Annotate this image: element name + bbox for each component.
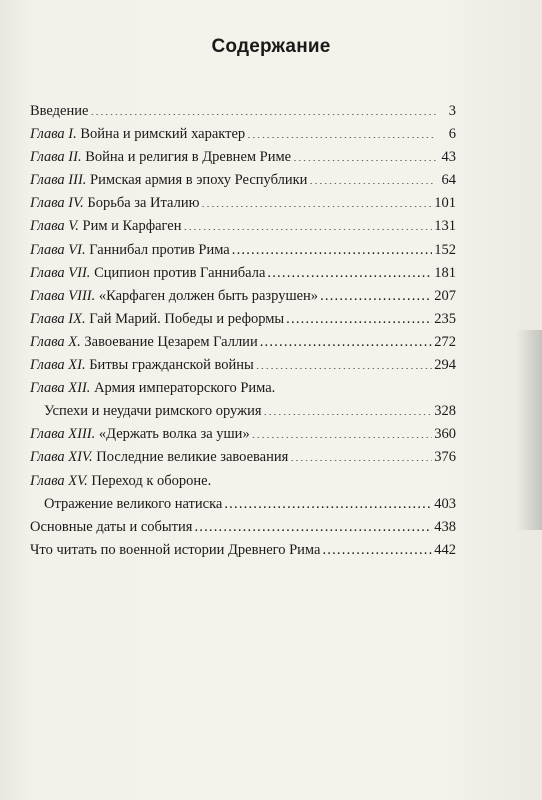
toc-entry [30, 331, 456, 354]
table-of-contents [30, 100, 456, 562]
page-title: Содержание [211, 36, 331, 57]
page-number: 403 [434, 495, 456, 512]
dot-leader [293, 147, 436, 162]
chapter-title: Переход к обороне. [87, 472, 212, 489]
toc-entry [30, 446, 456, 469]
dot-leader [194, 516, 432, 531]
page-number: 43 [441, 149, 456, 166]
chapter-title: Рим и Карфаген [78, 218, 182, 235]
dot-leader [256, 355, 433, 370]
toc-entry-title [30, 262, 265, 285]
toc-entry-title [30, 308, 284, 331]
chapter-number: Глава X. [30, 333, 81, 350]
toc-entry-title [30, 516, 192, 539]
toc-entry-title [30, 100, 88, 123]
dot-leader [224, 493, 432, 508]
page-number: 328 [434, 403, 456, 420]
page-number: 360 [434, 426, 456, 443]
toc-entry-title [30, 192, 199, 215]
chapter-number: Глава VI. [30, 241, 86, 258]
toc-entry-continuation [30, 400, 456, 423]
toc-entry-title [30, 539, 320, 562]
chapter-number: Глава XV. [30, 472, 88, 489]
toc-entry-title [30, 123, 245, 146]
chapter-title: Введение [30, 103, 89, 119]
chapter-title: Последние великие завоевания [92, 449, 289, 466]
page-number: 64 [441, 172, 456, 189]
toc-entry-title [30, 146, 291, 169]
page-number: 181 [434, 264, 456, 281]
dot-leader [309, 170, 436, 185]
dot-leader [320, 285, 432, 300]
chapter-title: Завоевание Цезарем Галлии [80, 333, 258, 350]
chapter-title: Гай Марий. Победы и реформы [85, 310, 285, 327]
dot-leader [290, 447, 432, 462]
dot-leader [267, 262, 432, 277]
toc-entry [30, 169, 456, 192]
toc-entry-title [30, 169, 307, 192]
toc-entry-title [30, 239, 230, 262]
toc-entry-title [30, 423, 250, 446]
toc-entry [30, 470, 456, 493]
toc-entry [30, 215, 456, 238]
chapter-number: Глава IV. [30, 195, 84, 212]
dot-leader [252, 424, 433, 439]
page-number: 272 [434, 333, 456, 350]
chapter-title: Битвы гражданской войны [85, 357, 254, 374]
chapter-number: Глава II. [30, 149, 82, 166]
toc-entry [30, 192, 456, 215]
chapter-number: Глава XIII. [30, 426, 96, 443]
page-number: 376 [434, 449, 456, 466]
toc-entry-continuation [30, 493, 456, 516]
toc-entry [30, 123, 456, 146]
dot-leader [322, 539, 432, 554]
toc-entry [30, 516, 456, 539]
chapter-title: Армия императорского Рима. [90, 380, 276, 397]
chapter-title: Римская армия в эпоху Республики [86, 172, 308, 189]
toc-entry [30, 285, 456, 308]
toc-entry [30, 423, 456, 446]
chapter-title: Война и римский характер [76, 126, 246, 143]
dot-leader [232, 239, 433, 254]
page-number: 152 [434, 241, 456, 258]
chapter-number: Глава XI. [30, 357, 86, 374]
chapter-number: Глава III. [30, 172, 87, 189]
chapter-number: Глава XIV. [30, 449, 93, 466]
dot-leader [247, 124, 436, 139]
toc-entry-title [30, 215, 182, 238]
chapter-number: Глава VIII. [30, 287, 96, 304]
page-number: 101 [434, 195, 456, 212]
chapter-title: Борьба за Италию [83, 195, 200, 212]
page-number: 294 [434, 357, 456, 374]
chapter-title: Что читать по военной истории Древнего Рима [30, 541, 321, 558]
chapter-title: «Держать волка за уши» [95, 426, 250, 443]
toc-entry-title [30, 354, 254, 377]
page-edge-shadow [516, 330, 542, 530]
toc-entry [30, 539, 456, 562]
chapter-title: «Карфаген должен быть разрушен» [95, 287, 319, 304]
chapter-title: Ганнибал против Рима [85, 241, 230, 258]
toc-entry [30, 146, 456, 169]
chapter-number: Глава VII. [30, 264, 91, 281]
page-number: 235 [434, 310, 456, 327]
toc-entry [30, 262, 456, 285]
page-number: 3 [448, 103, 456, 119]
dot-leader [264, 401, 433, 416]
toc-entry [30, 239, 456, 262]
chapter-title: Война и религия в Древнем Риме [81, 149, 292, 166]
toc-entry-title: Отражение великого натиска [44, 495, 223, 512]
chapter-title: Основные даты и события [30, 518, 193, 535]
page-number: 438 [434, 518, 456, 535]
chapter-title: Сципион против Ганнибала [90, 264, 266, 281]
toc-entry [30, 377, 456, 400]
dot-leader [201, 193, 432, 208]
chapter-number: Глава I. [30, 126, 77, 143]
chapter-number: Глава XII. [30, 380, 91, 397]
toc-entry-title [30, 331, 258, 354]
toc-entry-title: Успехи и неудачи римского оружия [44, 403, 262, 420]
toc-entry [30, 354, 456, 377]
page-number: 131 [434, 218, 456, 235]
dot-leader [260, 331, 433, 346]
toc-entry-title [30, 446, 288, 469]
toc-entry-title [30, 285, 318, 308]
toc-entry-multiline [30, 470, 456, 516]
chapter-number: Глава IX. [30, 310, 86, 327]
page-number: 207 [434, 287, 456, 304]
toc-entry [30, 100, 456, 123]
toc-entry [30, 308, 456, 331]
dot-leader [90, 101, 436, 116]
page-number: 6 [448, 126, 456, 143]
dot-leader [184, 216, 433, 231]
chapter-number: Глава V. [30, 218, 79, 235]
toc-entry-title [30, 377, 275, 400]
toc-entry-title [30, 470, 211, 493]
toc-entry-multiline [30, 377, 456, 423]
dot-leader [286, 308, 432, 323]
page-number: 442 [434, 541, 456, 558]
